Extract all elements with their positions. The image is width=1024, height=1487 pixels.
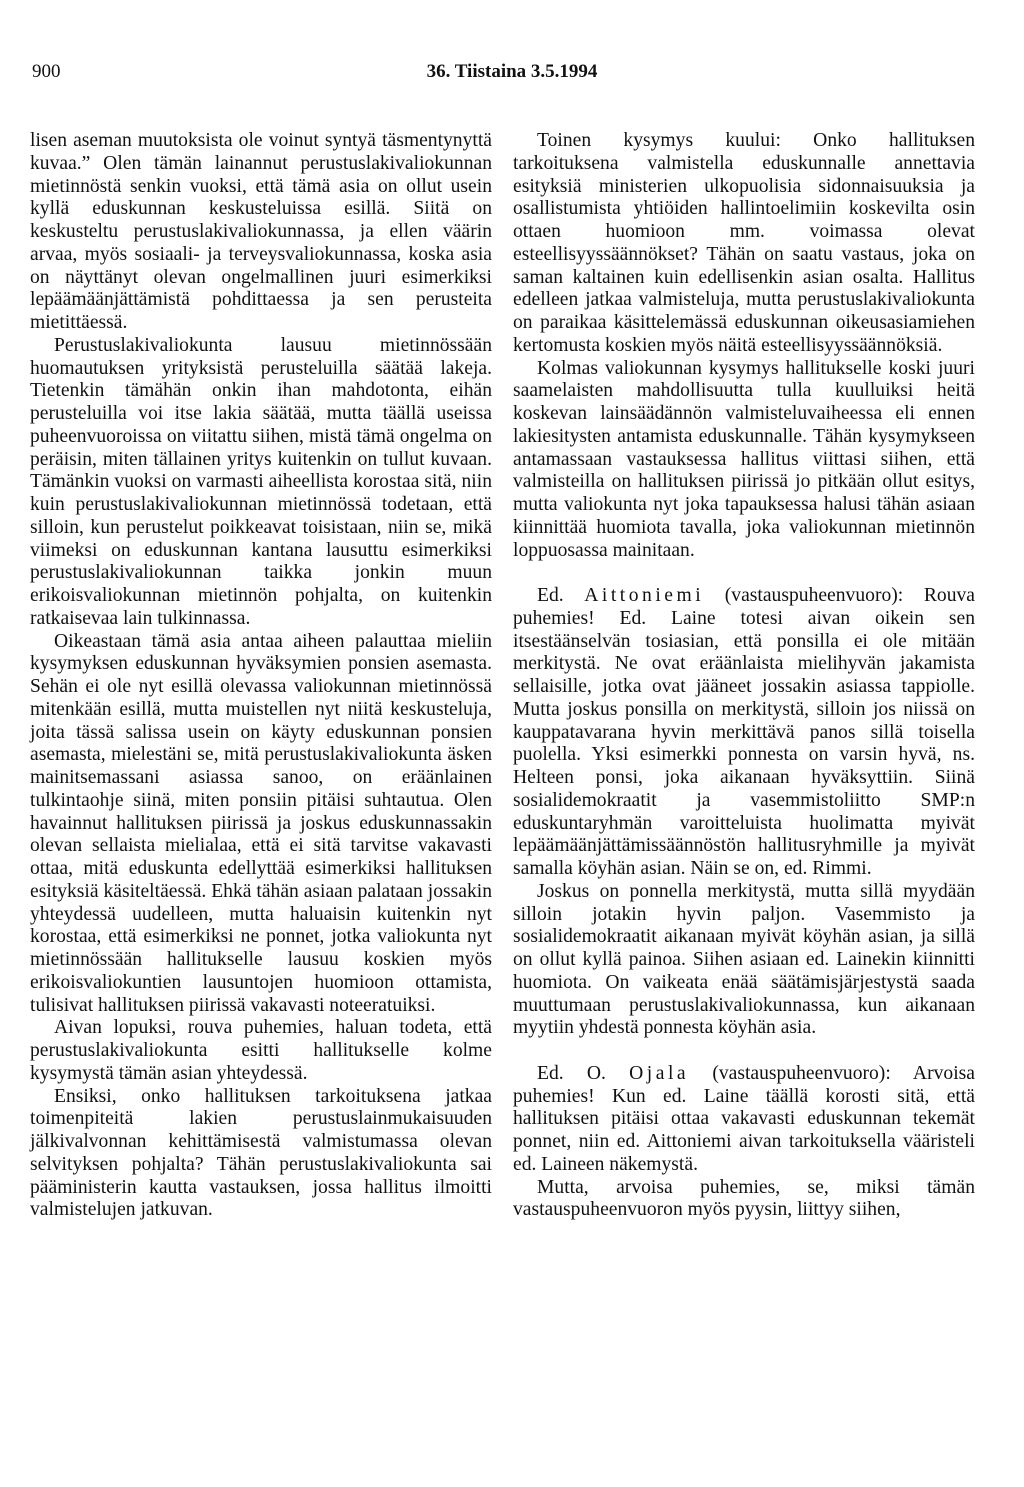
speech-text: Rouva puhemies! Ed. Laine totesi aivan oikein sen itsestäänselvän tosiasian, että ponsilla ei ole mitään merkitystä. Ne ovat eräänlaista mielihyvän jakamista sellaisille, jotka ovat jääneet jossakin asiassa tappiolle. Mutta joskus ponsilla on merkitystä, silloin jos niissä on kauppatavarana hyvin merkittävä panos sillä toisella puolella. Yksi esimerkki ponnesta on varsin hyvä, ns. Helteen ponsi, joka aikanaan hyväksyttiin. Siinä sosialidemokraatit ja vasemmistoliitto SMP:n eduskuntaryhmän varoitteluista huolimatta myivät lepäämäänjättämissäännöstön hallitusryhmille ja myivät samalla köyhän asian. Näin se on, ed. Rimmi. bbox=[513, 585, 975, 879]
speech-note: (vastauspuheenvuoro): bbox=[724, 585, 904, 606]
speech-ojala bbox=[513, 1063, 975, 1177]
paragraph: Perustuslakivaliokunta lausuu mietinnössään huomautuksen yrityksistä perusteluilla säätää lakeja. Tietenkin tämähän onkin ihan mahdotonta, eihän perusteluilla voi itse lakia säätää, mutta täällä useissa puheenvuoroissa on viitattu siihen, mistä tämä ongelma on peräisin, miten tällainen yritys kuitenkin on tullut kuvaan. Tämänkin vuoksi on varmasti aiheellista korostaa sitä, niin kuin perustuslakivaliokunnan mietinnössä todetaan, että silloin, kun perustelut poikkeavat toisistaan, niin se, mikä viimeksi on eduskunnan kantana lausuttu esimerkiksi perustuslakivaliokunnan taikka jonkin muun erikoisvaliokunnan mietinnön pohjalta, on kuitenkin ratkaisevaa lain tulkinnassa. bbox=[30, 334, 492, 629]
paragraph: Oikeastaan tämä asia antaa aiheen palauttaa mieliin kysymyksen eduskunnan hyväksymien ponsien asemasta. Sehän ei ole nyt esillä olevassa valiokunnan mietinnössä mitenkään esillä, mutta muistellen nyt niitä keskusteluja, joita tässä salissa usein on käyty eduskunnan ponsien asemasta, mielestäni se, mitä perustuslakivaliokunta äsken mainitsemassani asiassa sanoo, on eräänlainen tulkintaohje siinä, miten ponsiin pitäisi suhtautua. Olen havainnut hallituksen piirissä ja joskus eduskunnassakin olevan sellaista mielialaa, että ei sitä tarvitse vakavasti ottaa, mitä eduskunta edellyttää esimerkiksi hallituksen esityksiä käsiteltäessä. Ehkä tähän asiaan palataan jossakin yhteydessä uudelleen, mutta haluaisin kuitenkin nyt korostaa, että esimerkiksi ne ponnet, jotka valiokunta nyt mietinnössään hallitukselle lausuu koskien myös erikoisvaliokuntien lausuntojen huomioon ottamista, tulisivat hallituksen piirissä vakavasti noteeratuiksi. bbox=[30, 630, 492, 1016]
page-number: 900 bbox=[32, 61, 61, 82]
right-column bbox=[513, 130, 975, 1222]
paragraph: Joskus on ponnella merkitystä, mutta sillä myydään silloin jotakin hyvin paljon. Vasemmisto ja sosialidemokraatit aikanaan myivät köyhän asian, ja sillä on ollut kyllä painoa. Siihen asiaan ed. Lainekin kiinnitti huomiota. On vaikeata enää säätämisjärjestystä saada muuttumaan perustuslakivaliokunnassa, kun aikanaan myytiin yhdestä ponnesta köyhän asia. bbox=[513, 880, 975, 1039]
speech-text: Arvoisa puhemies! Kun ed. Laine täällä korosti sitä, että hallituksen pitäisi ottaa vakavasti eduskunnan tekemät ponnet, niin ed. Aittoniemi aivan tarkoituksella vääristeli ed. Laineen näkemystä. bbox=[513, 1062, 975, 1175]
speaker-name: Ojala bbox=[629, 1062, 690, 1084]
paragraph: lisen aseman muutoksista ole voinut syntyä täsmentynyttä kuvaa.” Olen tämän lainannut perustuslakivaliokunnan mietinnöstä senkin vuoksi, että tämä asia on ollut usein kyllä eduskunnan keskusteluissa esillä. Siitä on keskusteltu perustuslakivaliokunnassa, ja ellen väärin arvaa, myös sosiaali- ja terveysvaliokunnassa, koska asia on näyttänyt olevan ongelmallinen juuri esimerkiksi lepäämäänjättämistä pohdittaessa ja sen perusteita mietittäessä. bbox=[30, 130, 492, 333]
paragraph: Ensiksi, onko hallituksen tarkoituksena jatkaa toimenpiteitä lakien perustuslainmukaisuuden jälkivalvonnan kehittämisestä valmistumassa olevan selvityksen pohjalta? Tähän perustuslakivaliokunta sai pääministerin kautta vastauksen, jossa hallitus ilmoitti valmistelujen jatkuvan. bbox=[30, 1085, 492, 1221]
speaker-prefix: Ed. bbox=[537, 585, 564, 606]
paragraph: Mutta, arvoisa puhemies, se, miksi tämän vastauspuheenvuoron myös pyysin, liittyy siihen, bbox=[513, 1176, 975, 1221]
left-column bbox=[30, 130, 492, 1222]
paragraph: Aivan lopuksi, rouva puhemies, haluan todeta, että perustuslakivaliokunta esitti hallitukselle kolme kysymystä tämän asian yhteydessä. bbox=[30, 1017, 492, 1084]
speaker-prefix: Ed. O. bbox=[537, 1062, 606, 1084]
paragraph: Toinen kysymys kuului: Onko hallituksen tarkoituksena valmistella eduskunnalle annettavia esityksiä ministerien ulkopuolisia sidonnaisuuksia ja osallistumista yhtiöiden hallintoelimiin koskevilta osin ottaen huomioon mm. voimassa olevat esteellisyyssäännökset? Tähän on saatu vastaus, joka on saman kaltainen kuin edellisenkin asian osalta. Hallitus edelleen jatkaa valmisteluja, mutta perustuslakivaliokunta on paraikaa käsittelemässä eduskunnan oikeusasiamiehen kertomusta koskien myös näitä esteellisyyssäännöksiä. bbox=[513, 130, 975, 356]
speech-note: (vastauspuheenvuoro): bbox=[712, 1062, 891, 1084]
paragraph: Kolmas valiokunnan kysymys hallitukselle koski juuri saamelaisten mahdollisuutta tulla kuulluiksi heitä koskevan lainsäädännön valmisteluvaiheessa eli ennen lakiesitysten antamista eduskunnalle. Tähän kysymykseen antamassaan vastauksessa hallitus viittasi siihen, että valmisteilla on hallituksen piirissä jo pitkään ollut esitys, mutta valiokunta nyt joka tapauksessa halusi tähän asiaan kiinnittää huomiota tavalla, joka valiokunnan mietinnön loppuosassa mainitaan. bbox=[513, 357, 975, 561]
speech-aittoniemi bbox=[513, 585, 975, 881]
speaker-name: Aittoniemi bbox=[584, 585, 705, 606]
session-header: 36. Tiistaina 3.5.1994 bbox=[426, 61, 598, 82]
